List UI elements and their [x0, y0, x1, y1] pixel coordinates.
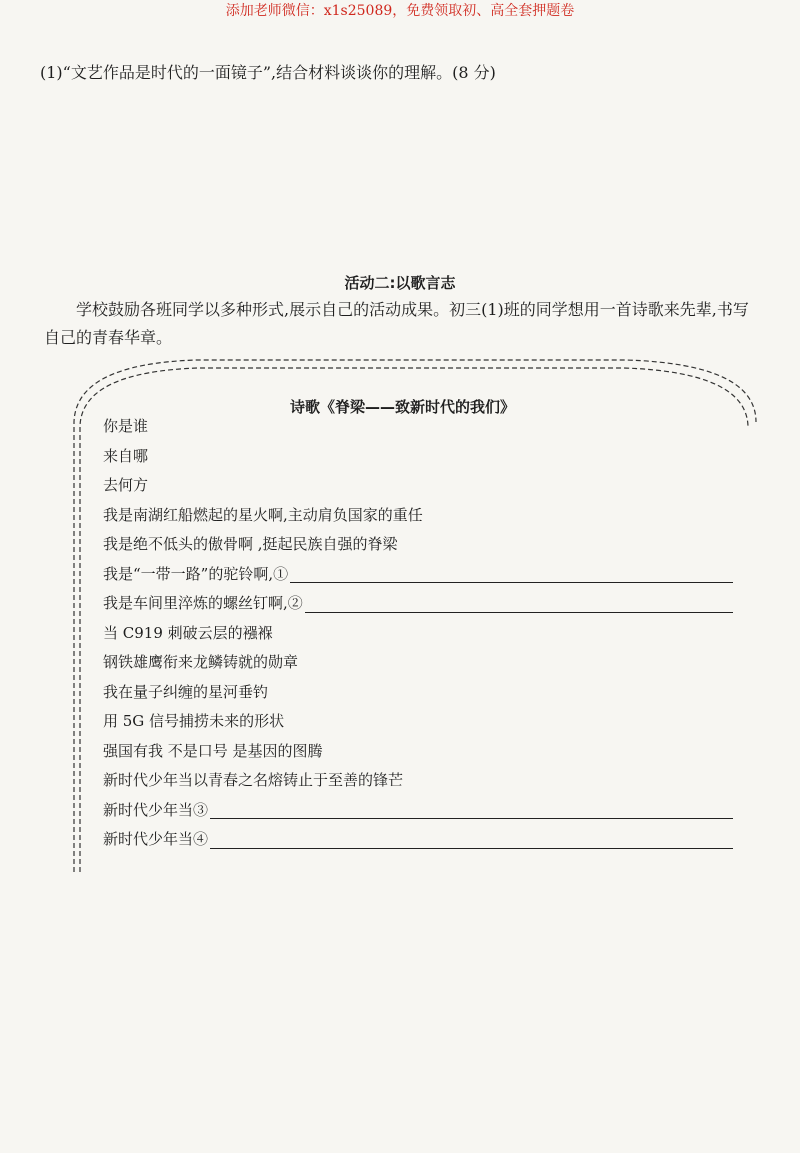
answer-blank-4[interactable]	[210, 848, 733, 849]
answer-blank-3[interactable]	[210, 818, 733, 819]
poem-line: 我是南湖红船燃起的星火啊,主动肩负国家的重任	[103, 505, 423, 524]
poem-title: 诗歌《脊梁——致新时代的我们》	[290, 398, 516, 416]
poem-line: 当 C919 刺破云层的襁褓	[103, 623, 273, 642]
poem-body	[103, 412, 733, 855]
poem-line: 来自哪	[103, 446, 149, 465]
watermark-banner: 添加老师微信：x1s25089，免费领取初、高全套押题卷	[225, 3, 575, 19]
poem-line: 用 5G 信号捕捞未来的形状	[103, 712, 285, 730]
poem-line: 钢铁雄鹰衔来龙鳞铸就的勋章	[103, 653, 299, 671]
poem-line-blank-2: 我是车间里淬炼的螺丝钉啊,②	[103, 589, 733, 619]
activity-intro: 学校鼓励各班同学以多种形式,展示自己的活动成果。初三(1)班的同学想用一首诗歌来先辈,书写自己的青春华章。	[44, 300, 749, 347]
poem-line: 新时代少年当以青春之名熔铸止于至善的锋芒	[103, 771, 404, 789]
poem-line: 去何方	[103, 476, 149, 494]
poem-line: 强国有我 不是口号 是基因的图腾	[103, 741, 323, 760]
poem-line: 你是谁	[103, 417, 149, 435]
answer-blank-2[interactable]	[305, 612, 733, 613]
poem-line-blank-3: 新时代少年当③	[103, 796, 733, 826]
poem-line-blank-4: 新时代少年当④	[103, 825, 733, 855]
poem-line-blank-1: 我是“一带一路”的驼铃啊,①	[103, 560, 733, 590]
answer-blank-1[interactable]	[290, 582, 733, 583]
activity-title: 活动二:以歌言志	[344, 274, 456, 292]
poem-line: 我是绝不低头的傲骨啊 ,挺起民族自强的脊梁	[103, 535, 398, 553]
question-1: (1)“文艺作品是时代的一面镜子”,结合材料谈谈你的理解。(8 分)	[40, 63, 496, 82]
poem-line: 我在量子纠缠的星河垂钓	[103, 682, 269, 701]
